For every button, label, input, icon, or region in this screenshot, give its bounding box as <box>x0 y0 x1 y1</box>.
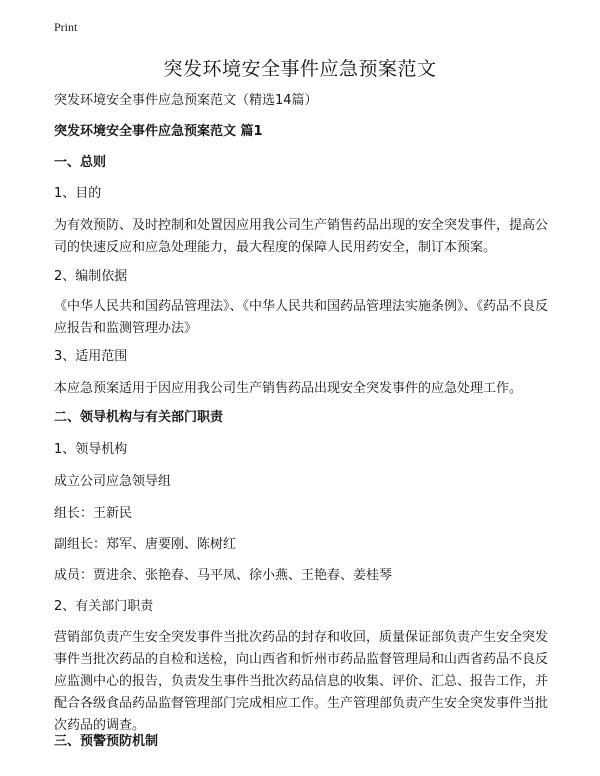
subsection-purpose: 1、目的 <box>54 186 102 201</box>
section-heading-3: 三、预警预防机制 <box>54 734 159 749</box>
subtitle: 突发环境安全事件应急预案范文（精选14篇） <box>54 93 318 108</box>
print-link[interactable]: Print <box>54 20 78 34</box>
paragraph-scope: 本应急预案适用于因应用我公司生产销售药品出现安全突发事件的应急处理工作。 <box>54 381 523 396</box>
page-title: 突发环境安全事件应急预案范文 <box>163 58 437 80</box>
subsection-basis: 2、编制依据 <box>54 269 128 284</box>
subsection-duties: 2、有关部门职责 <box>54 599 154 614</box>
paragraph-leader: 组长：王新民 <box>54 506 133 521</box>
paragraph-members: 成员：贾进余、张艳春、马平凤、徐小燕、王艳春、姜桂琴 <box>54 568 393 583</box>
subsection-scope: 3、适用范围 <box>54 349 128 364</box>
paragraph-duties: 营销部负责产生安全突发事件当批次药品的封存和收回，质量保证部负责产生安全突发事件当批次药品的自检和送检，向山西省和忻州市药品监督管理局和山西省药品不良反应监测中心的报告，负责发生事件当批次药品信息的收集、评价、汇总、报告工作，并配合各级食品药品监督管理部门完成相应工作。生产管理部负责产生安全突发事件当批次药品的调查。 <box>54 630 549 733</box>
paragraph-deputy-leaders: 副组长：郑军、唐要刚、陈树红 <box>54 537 237 552</box>
paragraph-purpose: 为有效预防、及时控制和处置因应用我公司生产销售药品出现的安全突发事件，提高公司的快速反应和应急处理能力，最大程度的保障人民用药安全，制订本预案。 <box>54 218 549 255</box>
section-heading-2: 二、领导机构与有关部门职责 <box>54 410 224 425</box>
paragraph-leadership-group: 成立公司应急领导组 <box>54 474 172 489</box>
paragraph-basis: 《中华人民共和国药品管理法》、《中华人民共和国药品管理法实施条例》、《药品不良反应报告和监测管理办法》 <box>54 299 549 336</box>
article-heading: 突发环境安全事件应急预案范文 篇1 <box>54 124 263 139</box>
subsection-leadership: 1、领导机构 <box>54 442 128 457</box>
section-heading-1: 一、总则 <box>54 155 107 170</box>
